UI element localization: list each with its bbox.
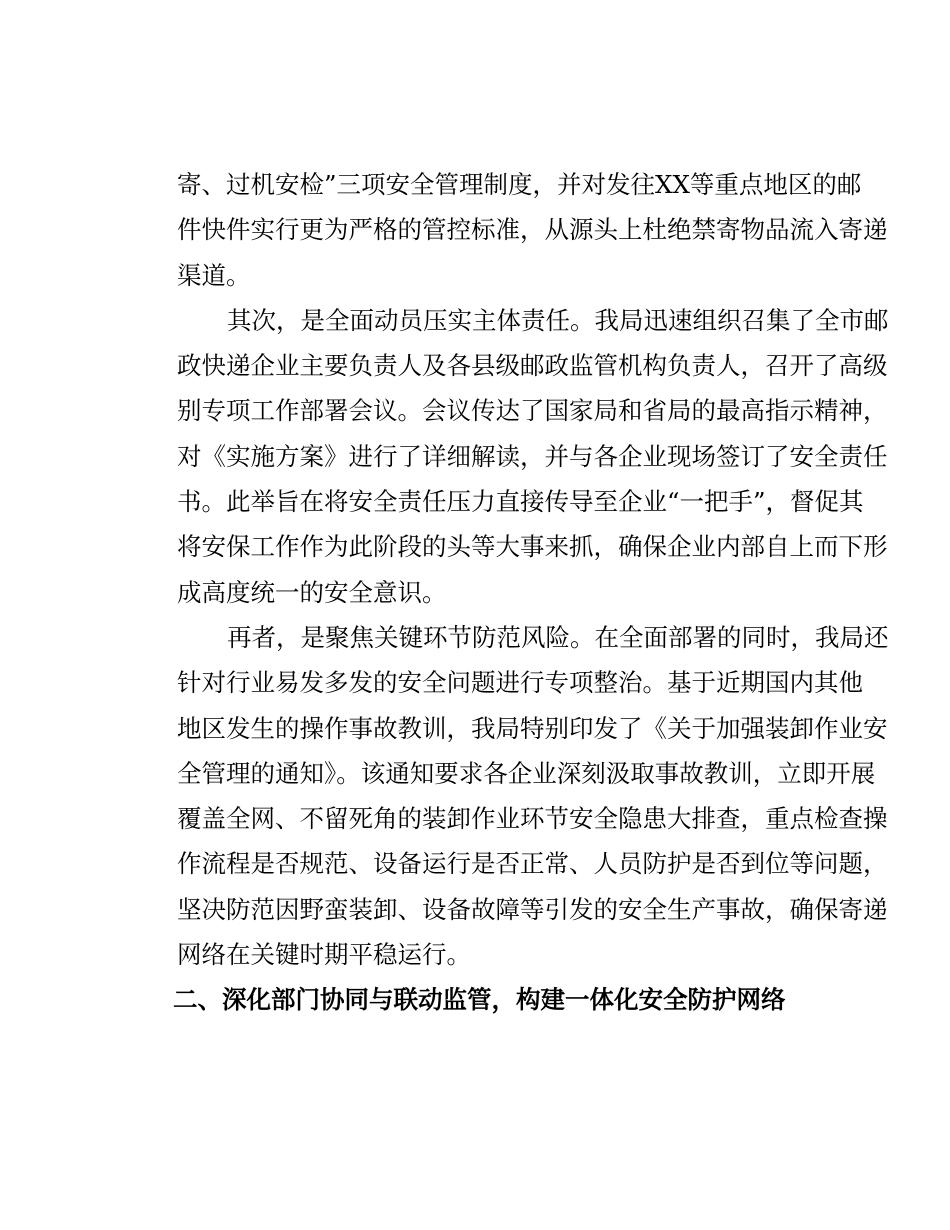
text-line: 网络在关键时期平稳运行。 xyxy=(177,940,471,970)
paragraph xyxy=(177,619,889,981)
text-line: 其次，是全面动员压实主体责任。我局迅速组织召集了全市邮 xyxy=(227,305,889,335)
document-body xyxy=(173,166,889,1027)
text-line: 对《实施方案》进行了详细解读，并与各企业现场签订了安全责任 xyxy=(177,441,888,471)
text-line: 覆盖全网、不留死角的装卸作业环节安全隐患大排查，重点检查操 xyxy=(177,804,888,834)
text-line: 别专项工作部署会议。会议传达了国家局和省局的最高指示精神， xyxy=(177,396,888,426)
text-line: 将安保工作作为此阶段的头等大事来抓，确保企业内部自上而下形 xyxy=(177,532,888,562)
text-line: 书。此举旨在将安全责任压力直接传导至企业“一把手”，督促其 xyxy=(177,487,864,517)
text-line: 全管理的通知》。该通知要求各企业深刻汲取事故教训，立即开展 xyxy=(177,758,876,788)
text-line: 坚决防范因野蛮装卸、设备故障等引发的安全生产事故，确保寄递 xyxy=(177,894,888,924)
text-line: 再者，是聚焦关键环节防范风险。在全面部署的同时，我局还 xyxy=(227,622,889,652)
text-line: 针对行业易发多发的安全问题进行专项整治。基于近期国内其他 xyxy=(177,668,863,698)
text-line: 寄、过机安检”三项安全管理制度，并对发往XX等重点地区的邮 xyxy=(177,170,862,199)
section-heading: 二、深化部门协同与联动监管，构建一体化安全防护网络 xyxy=(173,985,786,1015)
text-line: 件快件实行更为严格的管控标准，从源头上杜绝禁寄物品流入寄递 xyxy=(177,215,888,245)
text-line: 渠道。 xyxy=(177,260,251,290)
paragraph xyxy=(177,166,888,302)
text-line: 地区发生的操作事故教训，我局特别印发了《关于加强装卸作业安 xyxy=(177,713,888,743)
text-line: 成高度统一的安全意识。 xyxy=(177,577,447,607)
paragraph xyxy=(177,302,889,619)
text-line: 政快递企业主要负责人及各县级邮政监管机构负责人，召开了高级 xyxy=(177,351,888,381)
text-line: 作流程是否规范、设备运行是否正常、人员防护是否到位等问题， xyxy=(177,849,888,879)
